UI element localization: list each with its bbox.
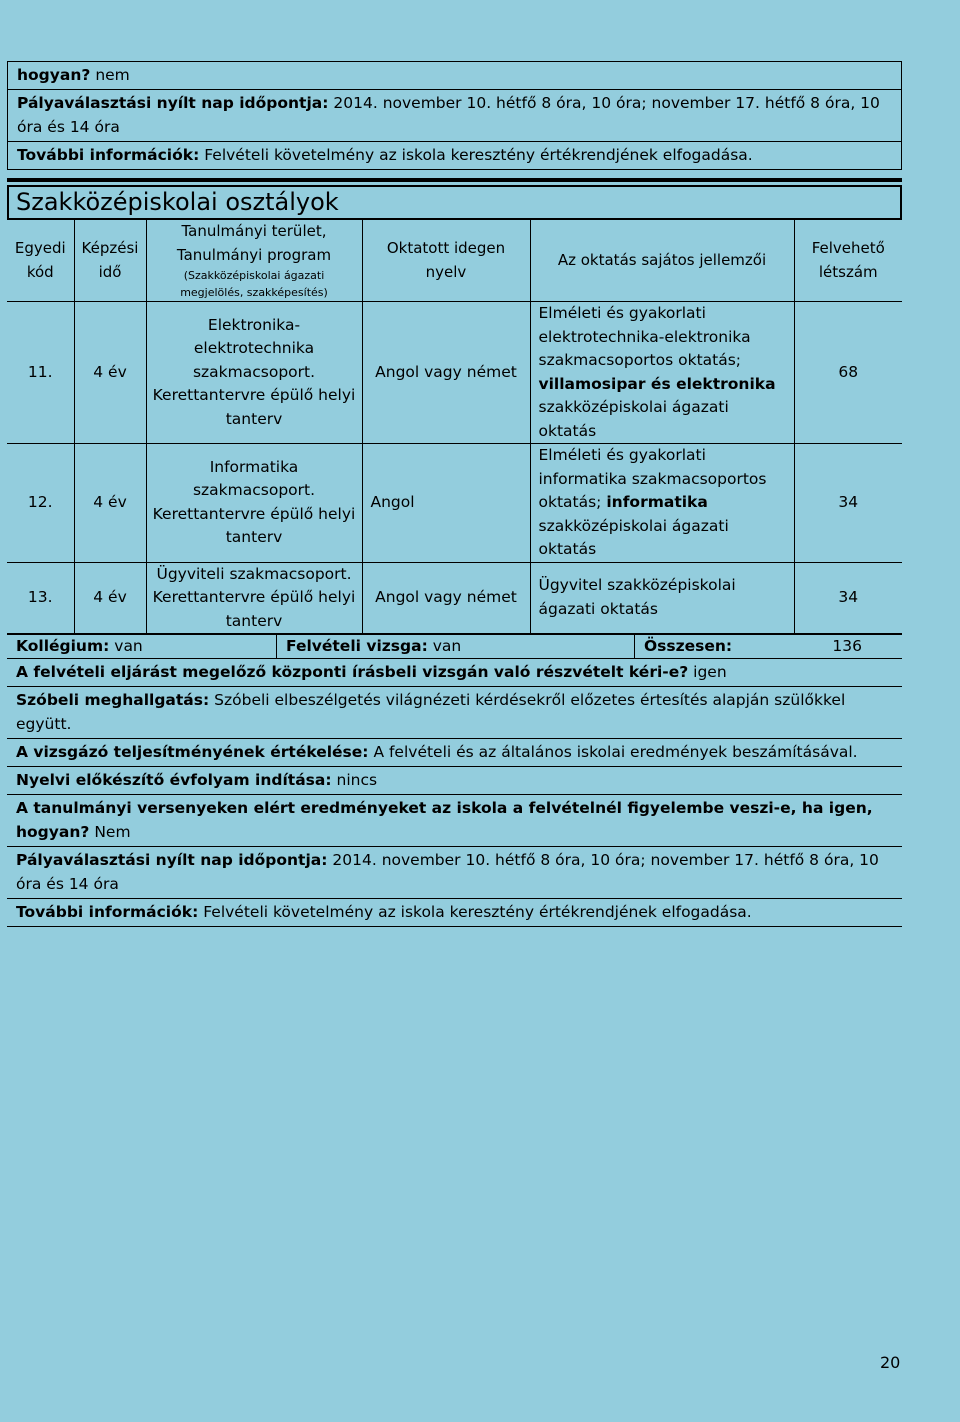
row-duration: 4 év <box>74 302 146 444</box>
open-day-label: Pályaválasztási nyílt nap időpontja: <box>16 851 328 869</box>
row-features <box>530 302 794 444</box>
header-code: Egyedi kód <box>7 220 74 302</box>
exam-cell <box>277 635 635 658</box>
eval-value: A felvételi és az általános iskolai eredmények beszámításával. <box>373 743 858 761</box>
row-code: 13. <box>7 562 74 634</box>
more-info-value: Felvételi követelmény az iskola keresztény értékrendjének elfogadása. <box>203 903 752 921</box>
classes-table <box>7 220 902 634</box>
table-row <box>7 444 902 563</box>
total-value: 136 <box>832 637 862 655</box>
header-program-main: Tanulmányi terület, Tanulmányi program <box>176 222 332 264</box>
row-features <box>530 562 794 634</box>
more-info-row <box>7 898 902 927</box>
total-cell <box>635 635 871 658</box>
header-program-sub: (Szakközépiskolai ágazati megjelölés, szakképesítés) <box>180 269 328 299</box>
row-language: Angol vagy német <box>362 562 530 634</box>
row-capacity: 34 <box>794 562 902 634</box>
row-capacity: 34 <box>794 444 902 563</box>
competition-value: Nem <box>94 823 131 841</box>
features-text: Elméleti és gyakorlati informatika szakmacsoportos oktatás; <box>538 446 767 511</box>
dorm-value: van <box>114 637 143 655</box>
header-program <box>146 220 362 302</box>
more-info-label: További információk: <box>17 146 200 164</box>
exam-value: van <box>432 637 462 655</box>
row-code: 12. <box>7 444 74 563</box>
row-duration: 4 év <box>74 562 146 634</box>
more-info-row <box>8 141 901 169</box>
lang-prep-label: Nyelvi előkészítő évfolyam indítása: <box>16 771 332 789</box>
oral-label: Szóbeli meghallgatás: <box>16 691 210 709</box>
row-program: Ügyviteli szakmacsoport. Kerettantervre épülő helyi tanterv <box>146 562 362 634</box>
dorm-cell <box>7 635 277 658</box>
row-program: Informatika szakmacsoport. Kerettantervre épülő helyi tanterv <box>146 444 362 563</box>
features-bold: informatika <box>606 493 708 511</box>
language-prep-row <box>7 766 902 794</box>
exam-label: Felvételi vizsga: <box>286 637 428 655</box>
hogyan-value: nem <box>95 66 130 84</box>
competition-row <box>7 794 902 846</box>
features-text-end: szakközépiskolai ágazati oktatás <box>538 398 729 440</box>
previous-school-info <box>7 61 902 170</box>
open-day-value: 2014. november 10. hétfő 8 óra, 10 óra; november 17. hétfő 8 óra, 10 óra és 14 óra <box>16 851 879 893</box>
competition-how-row <box>8 62 901 89</box>
open-day-value: 2014. november 10. hétfő 8 óra, 10 óra; november 17. hétfő 8 óra, 10 óra és 14 óra <box>17 94 880 136</box>
header-duration: Képzési idő <box>74 220 146 302</box>
features-text-end: szakközépiskolai ágazati oktatás <box>538 516 729 558</box>
table-row <box>7 562 902 634</box>
oral-row <box>7 686 902 738</box>
row-program: Elektronika-elektrotechnika szakmacsoport. Kerettantervre épülő helyi tanterv <box>146 302 362 444</box>
header-features: Az oktatás sajátos jellemzői <box>530 220 794 302</box>
table-header-row <box>7 220 902 302</box>
features-text: Elméleti és gyakorlati elektrotechnika-elektronika szakmacsoportos oktatás; <box>538 304 751 369</box>
row-language: Angol vagy német <box>362 302 530 444</box>
hogyan-label: hogyan? <box>17 66 91 84</box>
competition-label: A tanulmányi versenyeken elért eredményeket az iskola a felvételnél figyelembe veszi-e, ha igen, hogyan? <box>16 799 873 841</box>
page-number: 20 <box>880 1353 901 1372</box>
header-capacity: Felvehető létszám <box>794 220 902 302</box>
eval-label: A vizsgázó teljesítményének értékelése: <box>16 743 369 761</box>
central-exam-row <box>7 658 902 686</box>
features-text: Ügyvitel szakközépiskolai ágazati oktatás <box>538 576 736 618</box>
open-day-row <box>7 846 902 898</box>
section-title: Szakközépiskolai osztályok <box>7 185 902 220</box>
more-info-label: További információk: <box>16 903 199 921</box>
open-day-row <box>8 89 901 141</box>
table-row <box>7 302 902 444</box>
row-features <box>530 444 794 563</box>
header-language: Oktatott idegen nyelv <box>362 220 530 302</box>
oral-value: Szóbeli elbeszélgetés világnézeti kérdésekről előzetes értesítés alapján szülőkkel együtt. <box>16 691 846 733</box>
summary-row <box>7 634 902 658</box>
row-language: Angol <box>362 444 530 563</box>
evaluation-row <box>7 738 902 766</box>
vocational-classes-section <box>7 178 902 927</box>
lang-prep-value: nincs <box>336 771 378 789</box>
central-exam-value: igen <box>693 663 727 681</box>
features-bold: villamosipar és elektronika <box>538 374 776 393</box>
row-code: 11. <box>7 302 74 444</box>
more-info-value: Felvételi követelmény az iskola keresztény értékrendjének elfogadása. <box>204 146 753 164</box>
row-duration: 4 év <box>74 444 146 563</box>
total-label: Összesen: <box>644 637 733 655</box>
central-exam-label: A felvételi eljárást megelőző központi írásbeli vizsgán való részvételt kéri-e? <box>16 663 689 681</box>
row-capacity: 68 <box>794 302 902 444</box>
dorm-label: Kollégium: <box>16 637 110 655</box>
open-day-label: Pályaválasztási nyílt nap időpontja: <box>17 94 329 112</box>
